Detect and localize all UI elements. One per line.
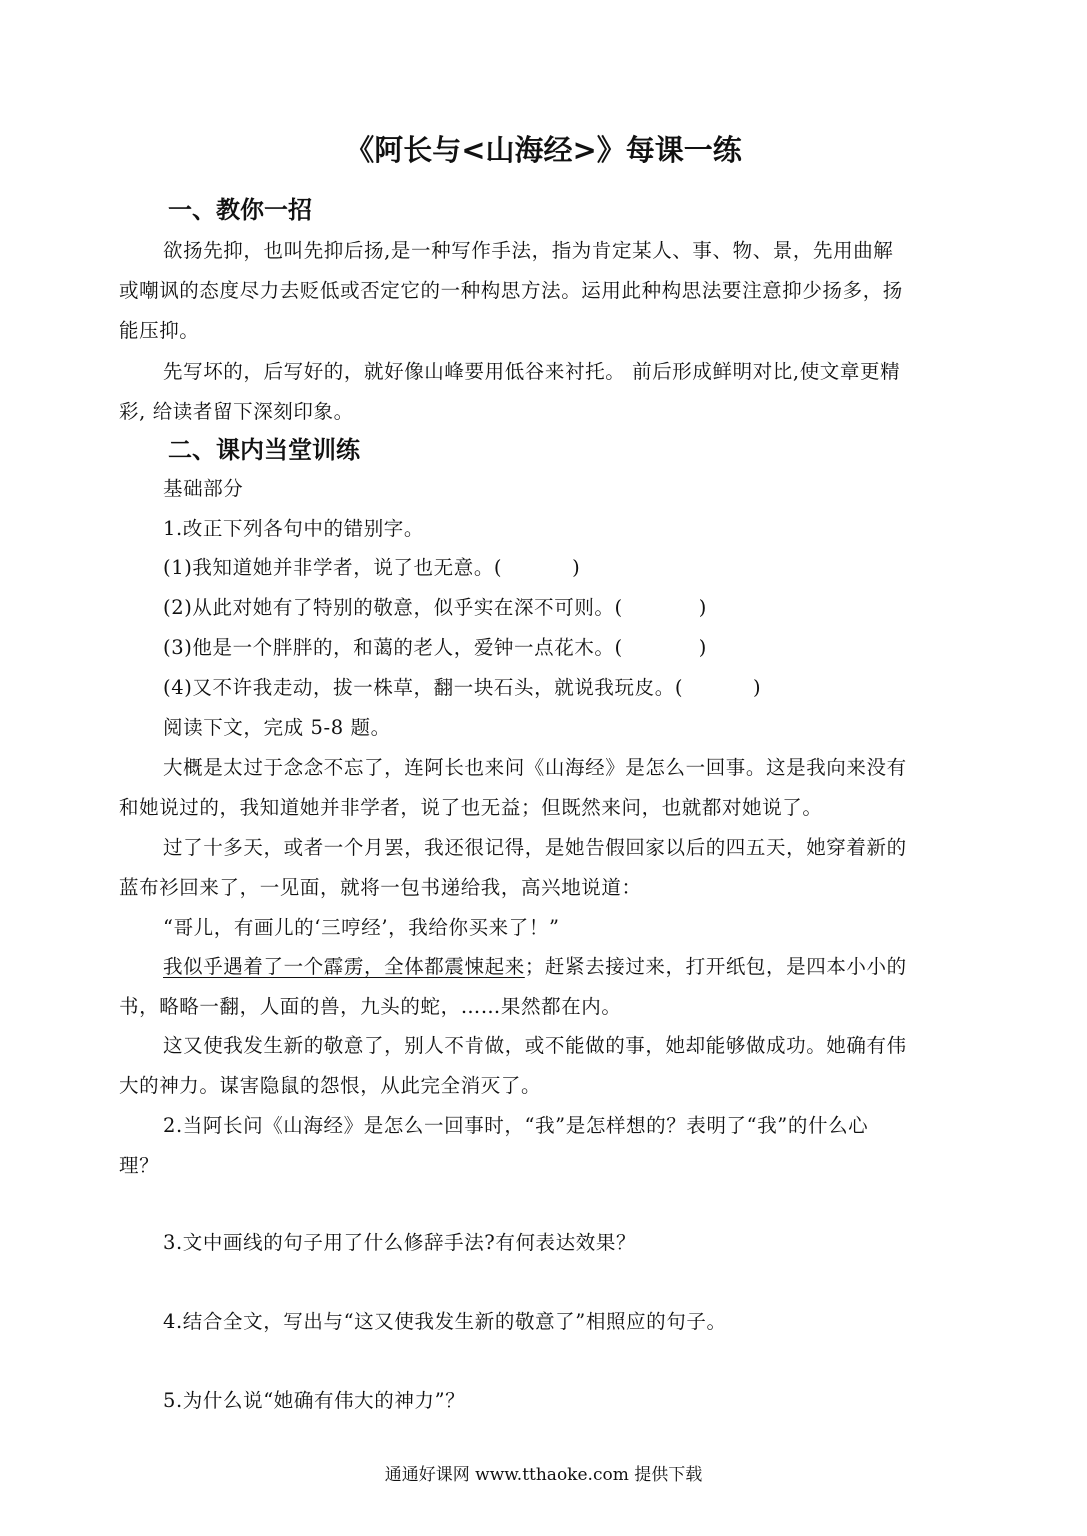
question-1-item: (2)从此对她有了特别的敬意，似乎实在深不可则。( ) bbox=[163, 596, 707, 619]
question-1-item: (4)又不许我走动，拔一株草，翻一块石头，就说我玩皮。( ) bbox=[163, 676, 762, 699]
question-1: 1.改正下列各句中的错别字。 bbox=[163, 517, 425, 540]
passage-line: 大概是太过于念念不忘了，连阿长也来问《山海经》是怎么一回事。这是我向来没有 bbox=[163, 756, 907, 779]
question-1-item: (1)我知道她并非学者，说了也无意。( ) bbox=[163, 556, 581, 579]
footer-credit: 通通好课网 www.tthaoke.com 提供下载 bbox=[384, 1465, 703, 1485]
question-3: 3.文中画线的句子用了什么修辞手法?有何表达效果？ bbox=[163, 1231, 637, 1254]
question-4: 4.结合全文，写出与“这又使我发生新的敬意了”相照应的句子。 bbox=[163, 1310, 727, 1333]
passage-line: 大的神力。谋害隐鼠的怨恨，从此完全消灭了。 bbox=[119, 1074, 542, 1097]
passage-line: 蓝布衫回来了，一见面，就将一包书递给我，高兴地说道： bbox=[119, 876, 642, 899]
passage-line: 和她说过的，我知道她并非学者，说了也无益；但既然来问，也就都对她说了。 bbox=[119, 796, 823, 819]
passage-line: 这又使我发生新的敬意了，别人不肯做，或不能做的事，她却能够做成功。她确有伟 bbox=[163, 1034, 907, 1057]
section-heading-practice: 二、课内当堂训练 bbox=[168, 436, 360, 464]
paragraph-line: 或嘲讽的态度尽力去贬低或否定它的一种构思方法。运用此种构思法要注意抑少扬多，扬 bbox=[119, 279, 903, 302]
passage-line: 过了十多天，或者一个月罢，我还很记得，是她告假回家以后的四五天，她穿着新的 bbox=[163, 836, 907, 859]
question-2: 2.当阿长问《山海经》是怎么一回事时，“我”是怎样想的？表明了“我”的什么心 bbox=[163, 1114, 869, 1137]
reading-instruction: 阅读下文，完成 5-8 题。 bbox=[163, 716, 391, 739]
paragraph-line: 欲扬先抑，也叫先抑后扬,是一种写作手法，指为肯定某人、事、物、景，先用曲解 bbox=[163, 239, 894, 262]
question-2-cont: 理？ bbox=[119, 1154, 160, 1177]
question-1-item: (3)他是一个胖胖的，和蔼的老人，爱钟一点花木。( ) bbox=[163, 636, 707, 659]
section-heading-tips: 一、教你一招 bbox=[168, 196, 312, 224]
passage-quote: “哥儿，有画儿的‘三哼经’，我给你买来了！” bbox=[163, 916, 560, 939]
paragraph-line: 彩, 给读者留下深刻印象。 bbox=[119, 400, 354, 423]
subsection-label: 基础部分 bbox=[163, 477, 244, 500]
paragraph-line: 能压抑。 bbox=[119, 319, 200, 342]
underlined-sentence: 我似乎遇着了一个霹雳，全体都震悚起来 bbox=[163, 955, 525, 978]
paragraph-line: 先写坏的，后写好的，就好像山峰要用低谷来衬托。 前后形成鲜明对比,使文章更精 bbox=[163, 360, 901, 383]
passage-line: 我似乎遇着了一个霹雳，全体都震悚起来；赶紧去接过来，打开纸包，是四本小小的 bbox=[163, 955, 907, 978]
passage-line: 书，略略一翻，人面的兽，九头的蛇，……果然都在内。 bbox=[119, 995, 622, 1018]
question-5: 5.为什么说“她确有伟大的神力”？ bbox=[163, 1389, 466, 1412]
page-title: 《阿长与<山海经>》每课一练 bbox=[345, 133, 742, 167]
